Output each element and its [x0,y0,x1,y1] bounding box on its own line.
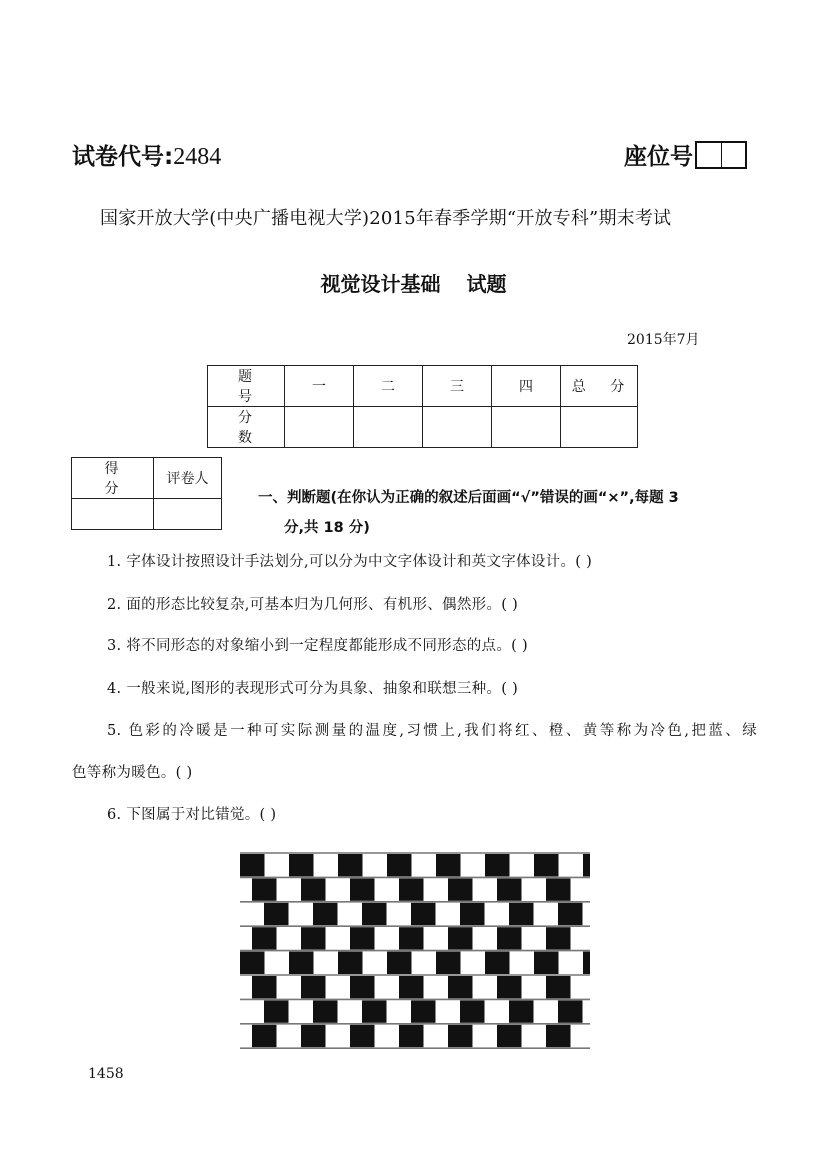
illusion-tile [362,903,387,925]
grader-name-cell [154,499,222,530]
question-2: 2. 面的形态比较复杂,可基本归为几何形、有机形、偶然形。( ) [107,597,519,613]
paper-code-label: 试卷代号 [72,144,164,170]
illusion-tile [264,1000,289,1022]
illusion-tile [448,1025,473,1047]
illusion-tile [411,903,436,925]
illusion-tile [558,1000,583,1022]
score-input-cell [423,407,492,448]
illusion-tile [350,927,375,949]
illusion-tile [252,878,277,900]
illusion-tile [497,927,522,949]
illusion-tile [448,927,473,949]
score-input-cell [492,407,561,448]
grader-table [71,457,222,530]
illusion-tile [509,903,534,925]
question-5: 5. 色彩的冷暖是一种可实际测量的温度,习惯上,我们将红、橙、黄等称为冷色,把蓝、绿 [107,723,757,739]
paper-code-separator: : [164,144,174,170]
illusion-tile [460,903,485,925]
subject-title [0,268,827,297]
illusion-tile [289,952,314,974]
score-table-cell: 总 分 [561,366,638,407]
question-4: 4. 一般来说,图形的表现形式可分为具象、抽象和联想三种。( ) [107,681,519,697]
illusion-tile [509,1000,534,1022]
grader-score-label: 得 分 [72,458,154,499]
seat-label: 座位号 [624,144,693,170]
paper-code [72,138,221,171]
illusion-tile [338,854,363,876]
illusion-tile [448,976,473,998]
score-input-cell [285,407,354,448]
illusion-tile [289,854,314,876]
illusion-tile [301,878,326,900]
score-table-cell: 四 [492,366,561,407]
score-table [207,365,638,448]
illusion-tile [240,952,265,974]
illusion-tile [583,854,590,876]
paper-code-value: 2484 [173,144,222,170]
illusion-tile [264,903,289,925]
grader-score-cell [72,499,154,530]
question-1: 1. 字体设计按照设计手法划分,可以分为中文字体设计和英文字体设计。( ) [107,554,593,570]
subject-name: 视觉设计基础 [320,272,441,296]
illusion-tile [301,1025,326,1047]
score-table-header-row [208,366,638,407]
score-table-cell: 二 [354,366,423,407]
illusion-tile [534,854,559,876]
section-title-line1: 一、判断题(在你认为正确的叙述后面画“√”错误的画“×”,每题 3 [258,490,679,506]
illusion-tile [252,927,277,949]
score-table-score-row [208,407,638,448]
illusion-tile [411,1000,436,1022]
illusion-tile [546,927,571,949]
illusion-tile [387,952,412,974]
illusion-tile [497,976,522,998]
illusion-tile [583,952,590,974]
illusion-tile [301,927,326,949]
illusion-tile [448,878,473,900]
illusion-tile [558,903,583,925]
illusion-tile [485,952,510,974]
illusion-tile [436,952,461,974]
illusion-tile [350,1025,375,1047]
exam-date: 2015年7月 [627,332,700,348]
illusion-tile [497,878,522,900]
illusion-tile [546,976,571,998]
illusion-tile [387,854,412,876]
score-table-cell: 题 号 [208,366,285,407]
score-table-cell: 一 [285,366,354,407]
illusion-tile [460,1000,485,1022]
score-table-cell: 三 [423,366,492,407]
illusion-tile [338,952,363,974]
score-table-cell: 分 数 [208,407,285,448]
question-3: 3. 将不同形态的对象缩小到一定程度都能形成不同形态的点。( ) [107,638,528,654]
illusion-tile [240,854,265,876]
subject-suffix: 试题 [466,272,507,296]
score-input-cell [561,407,638,448]
illusion-tile [313,1000,338,1022]
illusion-tile [252,976,277,998]
seat-number-box [695,141,747,169]
illusion-tile [485,854,510,876]
illusion-tile [350,976,375,998]
cafe-wall-illusion-figure [240,851,590,1051]
section-title [258,483,758,543]
exam-title: 国家开放大学(中央广播电视大学)2015年春季学期“开放专科”期末考试 [100,208,672,229]
illusion-tile [301,976,326,998]
illusion-tile [546,1025,571,1047]
score-input-cell [354,407,423,448]
illusion-tile [546,878,571,900]
page-number: 1458 [88,1066,124,1082]
illusion-tile [436,854,461,876]
illusion-tile [534,952,559,974]
illusion-tile [399,878,424,900]
section-title-line2: 分,共 18 分) [284,520,370,536]
grader-label: 评卷人 [154,458,222,499]
illusion-tile [362,1000,387,1022]
illusion-tile [399,1025,424,1047]
illusion-tile [252,1025,277,1047]
illusion-tile [399,976,424,998]
question-5-continued: 色等称为暖色。( ) [72,765,193,781]
illusion-tile [399,927,424,949]
illusion-tile [313,903,338,925]
illusion-tile [350,878,375,900]
seat-number [624,138,747,171]
illusion-tile [497,1025,522,1047]
question-6: 6. 下图属于对比错觉。( ) [107,807,277,823]
